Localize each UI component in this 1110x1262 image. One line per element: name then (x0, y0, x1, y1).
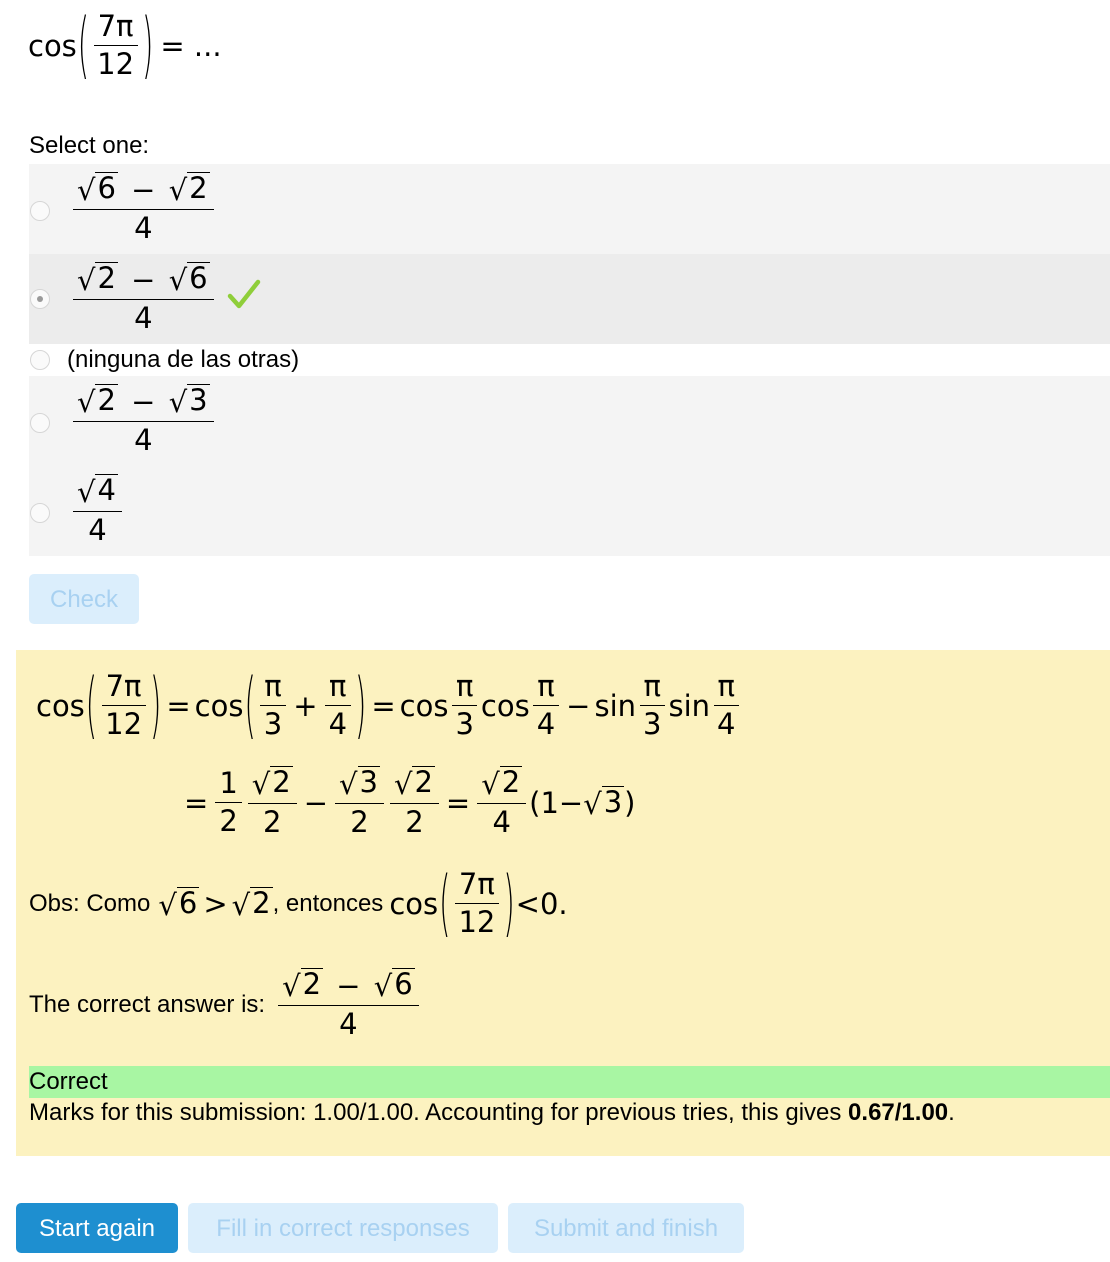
correct-answer-label: The correct answer is: (29, 990, 266, 1018)
sqrt: √ 2 (77, 383, 116, 420)
sqrt-icon: √ (282, 968, 301, 1003)
sqrt-icon: √ (77, 263, 96, 298)
observation-line: Obs: Como √ 6 > √ 2 , entonces cos ( $\frac{7\pi}{12}$ ) <0. (29, 860, 568, 946)
radio-button[interactable] (30, 201, 50, 221)
sqrt-icon: √ (373, 968, 393, 1003)
submit-and-finish-button[interactable]: Submit and finish (508, 1203, 744, 1253)
answer-math (70, 384, 217, 458)
fraction-denominator: 4 (88, 513, 107, 548)
correct-answer-math: √ 2 − √ 6 4 (275, 968, 422, 1042)
sqrt: √ 2 (168, 171, 208, 208)
sqrt: √ 2 (77, 261, 116, 298)
correct-answer-line (29, 968, 422, 1042)
answer-math (70, 474, 125, 548)
radio-button[interactable] (30, 350, 50, 370)
check-button[interactable]: Check (29, 574, 139, 624)
answer-option-1[interactable] (29, 164, 1110, 254)
question-fraction (93, 10, 138, 82)
sqrt-icon: √ (158, 888, 177, 923)
answer-option-5[interactable] (29, 466, 1110, 556)
sqrt-icon: √ (77, 475, 96, 510)
answer-fraction (73, 262, 214, 336)
checkmark-icon (227, 278, 261, 319)
sqrt: √ 6 (77, 171, 116, 208)
sqrt-icon: √ (231, 888, 251, 923)
answer-fraction (73, 172, 214, 246)
answer-options (29, 164, 1110, 556)
answer-option-3[interactable] (29, 344, 1110, 376)
sqrt-icon: √ (393, 766, 413, 801)
sqrt: √ 4 (77, 473, 116, 510)
sqrt-icon: √ (339, 766, 358, 801)
start-again-button[interactable]: Start again (16, 1203, 178, 1253)
answer-fraction (73, 474, 122, 548)
paren-open: ( (77, 2, 90, 88)
answer-math (70, 172, 217, 246)
sqrt: √ 6 (168, 261, 208, 298)
sqrt-icon: √ (168, 173, 188, 208)
answer-option-2[interactable] (29, 254, 1110, 344)
sqrt-icon: √ (251, 766, 271, 801)
answer-text: (ninguna de las otras) (67, 346, 300, 373)
select-one-label: Select one: (29, 132, 150, 159)
fraction-numerator: 7π (94, 10, 138, 46)
radio-button-selected[interactable] (30, 289, 50, 309)
radio-button[interactable] (30, 413, 50, 433)
sqrt-icon: √ (481, 766, 500, 801)
fraction-denominator: 12 (97, 47, 135, 82)
fraction-numerator: √ 2 − √ 6 (73, 262, 214, 300)
fraction-numerator: √ 2 − √ 3 (73, 384, 214, 422)
sqrt-icon: √ (77, 173, 96, 208)
question-text (28, 2, 222, 88)
fraction-numerator (73, 474, 122, 512)
marks-score: 0.67/1.00 (848, 1099, 949, 1126)
sqrt-icon: √ (77, 385, 96, 420)
feedback-panel (16, 650, 1110, 1156)
answer-fraction (73, 384, 214, 458)
radio-button[interactable] (30, 503, 50, 523)
solution-line-2: = $\frac{1}{2}$ √ 2 2 − √ 3 2 √ 2 2 = √ 2 4 (1− √ 3 ) (184, 765, 636, 840)
sqrt: √ 3 (168, 383, 208, 420)
sqrt-icon: √ (583, 787, 602, 822)
fraction-numerator: √ 6 − √ 2 (73, 172, 214, 210)
solution-line-1: cos ( $\frac{7\pi}{12}$ ) = cos ( $\frac{\pi}{3}$ + $\frac{\pi}{4}$ ) = cos $\frac{\pi}{3}$ cos $\frac{\pi}{4}$ − sin $\frac{\pi}{3}$ sin $\frac{\pi}{4}$ (36, 670, 742, 742)
paren-close: ) (142, 2, 154, 88)
sqrt-icon: √ (168, 263, 188, 298)
answer-option-4[interactable] (29, 376, 1110, 466)
fraction-denominator: 4 (134, 423, 153, 458)
answer-math (70, 262, 261, 336)
sqrt-icon: √ (168, 385, 188, 420)
fill-correct-responses-button[interactable]: Fill in correct responses (188, 1203, 498, 1253)
fraction-denominator: 4 (134, 301, 153, 336)
fraction-denominator: 4 (134, 211, 153, 246)
marks-text: Marks for this submission: 1.00/1.00. Accounting for previous tries, this gives 0.67/1.00. (29, 1099, 955, 1126)
cos-function: cos (28, 28, 77, 63)
status-badge: Correct (29, 1066, 1110, 1098)
question-rhs: = ... (160, 28, 222, 63)
